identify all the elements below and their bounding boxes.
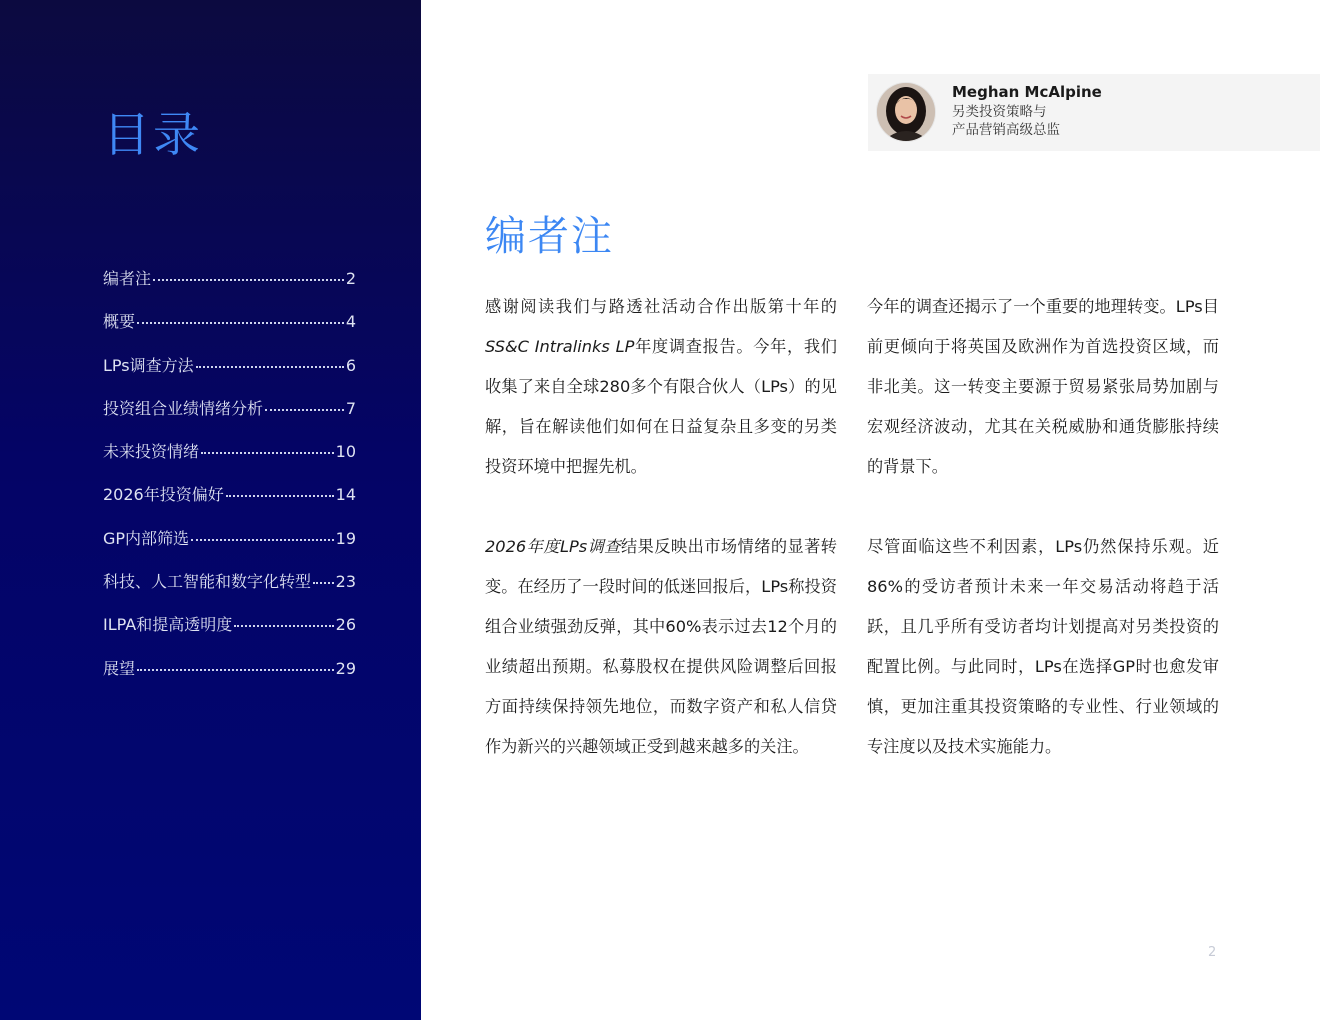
paragraph xyxy=(485,527,837,767)
section-heading: 编者注 xyxy=(485,212,614,260)
toc-leader-dots xyxy=(226,495,334,497)
toc-leader-dots xyxy=(137,669,334,671)
author-name: Meghan McAlpine xyxy=(952,83,1102,101)
toc-item-methodology[interactable] xyxy=(103,353,356,396)
toc-leader-dots xyxy=(265,409,344,411)
paragraph: 尽管面临这些不利因素，LPs仍然保持乐观。近86%的受访者预计未来一年交易活动将趋于活跃，且几乎所有受访者均计划提高对另类投资的配置比例。与此同时，LPs在选择GP时也愈发审慎，更加注重其投资策略的专业性、行业领域的专注度以及技术实施能力。 xyxy=(867,537,1219,756)
toc-item-label: 2026年投资偏好 xyxy=(103,485,224,505)
toc-title: 目录 xyxy=(103,108,203,163)
toc-leader-dots xyxy=(201,452,334,454)
page-number: 2 xyxy=(1208,945,1217,960)
italic-text: SS&C Intralinks LP xyxy=(485,337,635,356)
author-role xyxy=(952,103,1060,139)
toc-item-label: ILPA和提高透明度 xyxy=(103,615,233,635)
toc-item-label: 展望 xyxy=(103,658,136,678)
toc-item-page: 4 xyxy=(345,312,356,332)
toc-item-label: GP内部筛选 xyxy=(103,528,190,548)
toc-item-label: 概要 xyxy=(103,312,136,332)
toc-item-page: 6 xyxy=(345,355,356,375)
paragraph: 今年的调查还揭示了一个重要的地理转变。LPs目前更倾向于将英国及欧洲作为首选投资区域，而非北美。这一转变主要源于贸易紧张局势加剧与宏观经济波动，尤其在关税威胁和通货膨胀持续的背景下。 xyxy=(867,297,1219,476)
toc-item-ilpa[interactable] xyxy=(103,612,356,655)
toc-leader-dots xyxy=(313,582,334,584)
toc-item-future-sentiment[interactable] xyxy=(103,439,356,482)
text-run: 结果反映出市场情绪的显著转变。在经历了一段时间的低迷回报后，LPs称投资组合业绩强劲反弹，其中60%表示过去12个月的业绩超出预期。私募股权在提供风险调整后回报方面持续保持领先地位，而数字资产和私人信贷作为新兴的兴趣领域正受到越来越多的关注。 xyxy=(485,537,837,756)
toc-item-label: 投资组合业绩情绪分析 xyxy=(103,398,264,418)
toc-leader-dots xyxy=(137,322,344,324)
toc-item-page: 14 xyxy=(335,485,356,505)
avatar xyxy=(876,82,936,142)
author-photo-icon xyxy=(877,83,935,141)
toc-item-label: 未来投资情绪 xyxy=(103,442,200,462)
toc-list xyxy=(103,266,356,699)
toc-item-page: 29 xyxy=(335,658,356,678)
toc-item-page: 2 xyxy=(345,269,356,288)
paragraph xyxy=(485,287,837,487)
toc-item-label: LPs调查方法 xyxy=(103,355,194,375)
toc-item-summary[interactable] xyxy=(103,309,356,352)
toc-item-editors-note[interactable] xyxy=(103,266,356,309)
article-column-left xyxy=(485,287,837,807)
toc-item-page: 19 xyxy=(335,528,356,548)
toc-leader-dots xyxy=(191,539,334,541)
toc-item-page: 26 xyxy=(335,615,356,635)
toc-leader-dots xyxy=(196,366,344,368)
toc-item-page: 10 xyxy=(335,442,356,462)
toc-item-technology[interactable] xyxy=(103,569,356,612)
toc-item-page: 7 xyxy=(345,398,356,418)
toc-item-label: 科技、人工智能和数字化转型 xyxy=(103,572,312,592)
toc-sidebar xyxy=(0,0,421,1020)
toc-item-label: 编者注 xyxy=(103,269,152,288)
author-card xyxy=(868,74,1320,151)
toc-item-preferences[interactable] xyxy=(103,482,356,525)
toc-item-gp-screening[interactable] xyxy=(103,526,356,569)
italic-text: 2026年度LPs调查 xyxy=(485,537,621,556)
text-run: 年度调查报告。今年，我们收集了来自全球280多个有限合伙人（LPs）的见解，旨在解读他们如何在日益复杂且多变的另类投资环境中把握先机。 xyxy=(485,337,837,476)
toc-leader-dots xyxy=(234,625,333,627)
article-column-right xyxy=(867,287,1219,807)
text-run: 感谢阅读我们与路透社活动合作出版第十年的 xyxy=(485,297,837,316)
toc-leader-dots xyxy=(153,279,344,281)
author-role-line-1: 另类投资策略与 xyxy=(952,104,1047,120)
toc-item-outlook[interactable] xyxy=(103,656,356,699)
toc-item-page: 23 xyxy=(335,572,356,592)
author-role-line-2: 产品营销高级总监 xyxy=(952,122,1060,138)
toc-item-portfolio-sentiment[interactable] xyxy=(103,396,356,439)
